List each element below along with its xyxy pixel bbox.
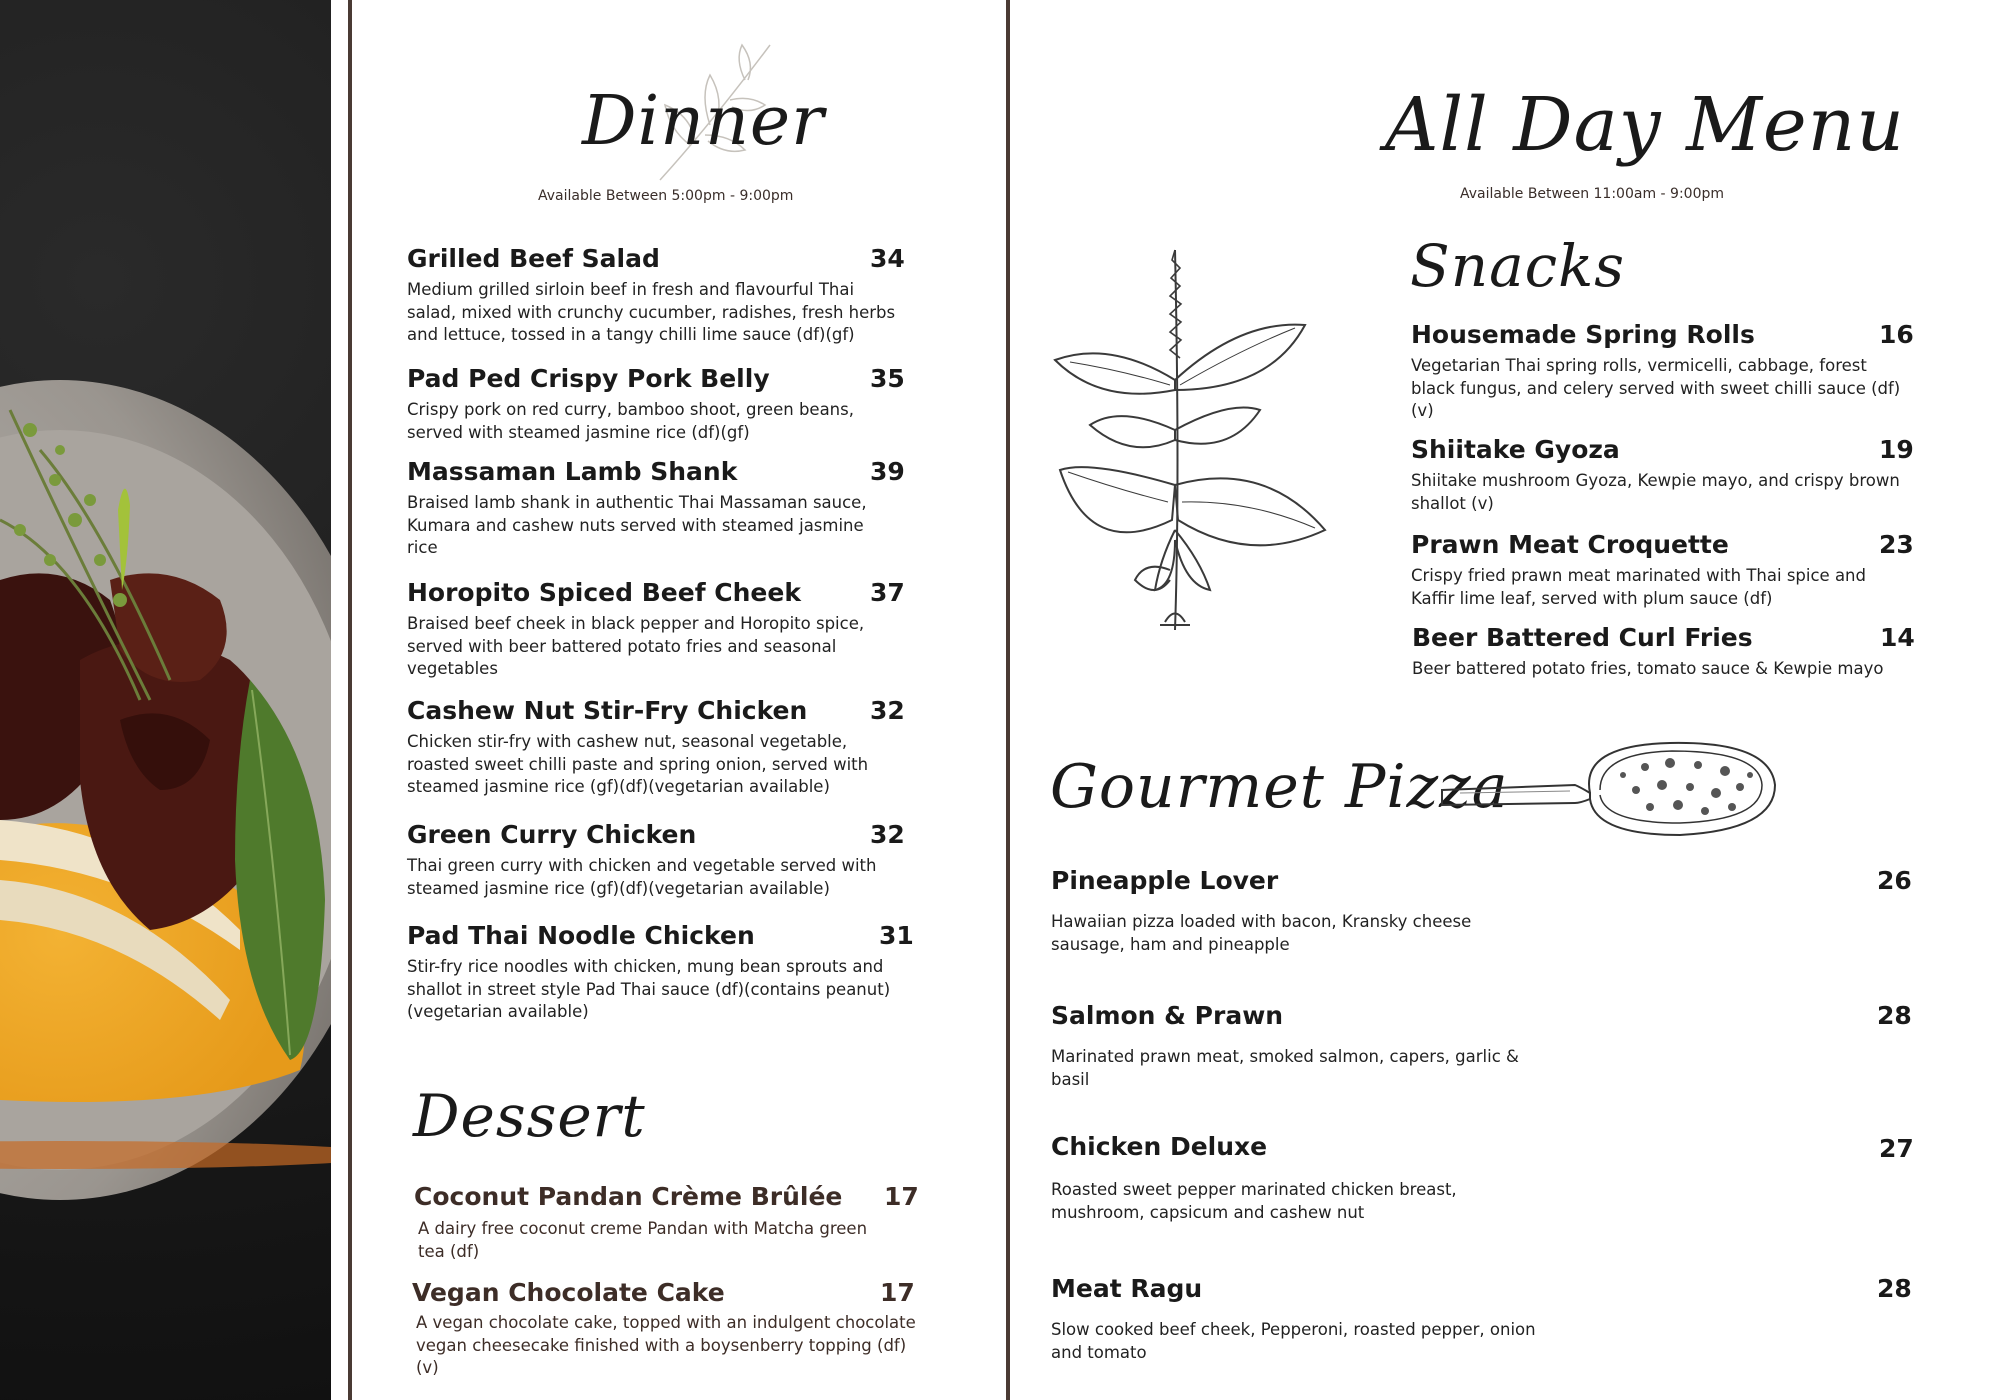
item-description: Roasted sweet pepper marinated chicken breast, mushroom, capsicum and cashew nut [1051, 1180, 1457, 1222]
item-price: 17 [884, 1182, 919, 1211]
item-name: Pad Thai Noodle Chicken [407, 921, 755, 950]
item-price: 32 [870, 820, 905, 849]
item-description: Thai green curry with chicken and vegetable served with steamed jasmine rice (gf)(df)(vegetarian available) [407, 856, 877, 898]
item-name: Pad Ped Crispy Pork Belly [407, 364, 770, 393]
left-panel-divider [348, 0, 352, 1400]
item-name: Horopito Spiced Beef Cheek [407, 578, 801, 607]
item-description: Crispy fried prawn meat marinated with Thai spice and Kaffir lime leaf, served with plum sauce (df) [1411, 566, 1866, 608]
item-price: 19 [1879, 435, 1914, 464]
item-description: Crispy pork on red curry, bamboo shoot, green beans, served with steamed jasmine rice (df)(gf) [407, 400, 854, 442]
item-description: Vegetarian Thai spring rolls, vermicelli, cabbage, forest black fungus, and celery served with sweet chilli sauce (df) (v) [1411, 356, 1901, 420]
item-price: 28 [1877, 1001, 1912, 1030]
item-name: Chicken Deluxe [1051, 1132, 1268, 1161]
item-name: Meat Ragu [1051, 1274, 1203, 1303]
item-description: Stir-fry rice noodles with chicken, mung bean sprouts and shallot in street style Pad Thai sauce (df)(contains peanut)(vegetarian available) [407, 957, 891, 1021]
item-price: 37 [870, 578, 905, 607]
item-description: A dairy free coconut creme Pandan with Matcha green tea (df) [418, 1219, 868, 1261]
dinner-availability: Available Between 5:00pm - 9:00pm [538, 188, 794, 204]
item-price: 27 [1879, 1134, 1914, 1163]
item-price: 34 [870, 244, 905, 273]
item-name: Cashew Nut Stir-Fry Chicken [407, 696, 808, 725]
item-name: Vegan Chocolate Cake [412, 1278, 725, 1307]
item-name: Beer Battered Curl Fries [1412, 623, 1753, 652]
item-price: 17 [880, 1278, 915, 1307]
item-description: A vegan chocolate cake, topped with an indulgent chocolate vegan cheesecake finished with a boysenberry topping (df)(v) [416, 1313, 916, 1377]
item-name: Housemade Spring Rolls [1411, 320, 1755, 349]
item-name: Prawn Meat Croquette [1411, 530, 1729, 559]
item-description: Medium grilled sirloin beef in fresh and flavourful Thai salad, mixed with crunchy cucumber, radishes, fresh herbs and lettuce, tossed in a tangy chilli lime sauce (df)(gf) [407, 280, 896, 344]
item-description: Braised beef cheek in black pepper and Horopito spice, served with beer battered potato fries and seasonal vegetables [407, 614, 865, 678]
all-day-title: All Day Menu [1385, 82, 1905, 168]
basil-plant-icon [1050, 230, 1340, 640]
item-name: Massaman Lamb Shank [407, 457, 738, 486]
item-price: 31 [879, 921, 914, 950]
dessert-title: Dessert [413, 1082, 646, 1150]
food-photo-beef-cheek [0, 0, 331, 1400]
item-price: 23 [1879, 530, 1914, 559]
item-name: Salmon & Prawn [1051, 1001, 1284, 1030]
item-price: 39 [870, 457, 905, 486]
item-name: Grilled Beef Salad [407, 244, 660, 273]
item-name: Shiitake Gyoza [1411, 435, 1620, 464]
item-name: Green Curry Chicken [407, 820, 697, 849]
item-name: Pineapple Lover [1051, 866, 1279, 895]
snacks-title: Snacks [1410, 232, 1626, 300]
item-price: 35 [870, 364, 905, 393]
item-description: Braised lamb shank in authentic Thai Massaman sauce, Kumara and cashew nuts served with steamed jasmine rice [407, 493, 867, 557]
item-name: Coconut Pandan Crème Brûlée [414, 1182, 843, 1211]
item-price: 14 [1880, 623, 1915, 652]
item-description: Chicken stir-fry with cashew nut, seasonal vegetable, roasted sweet chilli paste and spring onion, served with steamed jasmine rice (gf)(df)(vegetarian available) [407, 732, 869, 796]
item-price: 16 [1879, 320, 1914, 349]
item-description: Marinated prawn meat, smoked salmon, capers, garlic & basil [1051, 1047, 1519, 1089]
dinner-title: Dinner [582, 82, 825, 161]
item-description: Hawaiian pizza loaded with bacon, Kransky cheese sausage, ham and pineapple [1051, 912, 1472, 954]
item-price: 28 [1877, 1274, 1912, 1303]
pizza-title: Gourmet Pizza [1050, 752, 1509, 822]
item-price: 26 [1877, 866, 1912, 895]
center-panel-divider [1006, 0, 1010, 1400]
item-description: Beer battered potato fries, tomato sauce & Kewpie mayo [1412, 659, 1884, 678]
item-price: 32 [870, 696, 905, 725]
item-description: Shiitake mushroom Gyoza, Kewpie mayo, and crispy brown shallot (v) [1411, 471, 1900, 513]
all-day-availability: Available Between 11:00am - 9:00pm [1460, 186, 1725, 202]
item-description: Slow cooked beef cheek, Pepperoni, roasted pepper, onion and tomato [1051, 1320, 1536, 1362]
pizza-peel-icon [1440, 735, 1780, 845]
